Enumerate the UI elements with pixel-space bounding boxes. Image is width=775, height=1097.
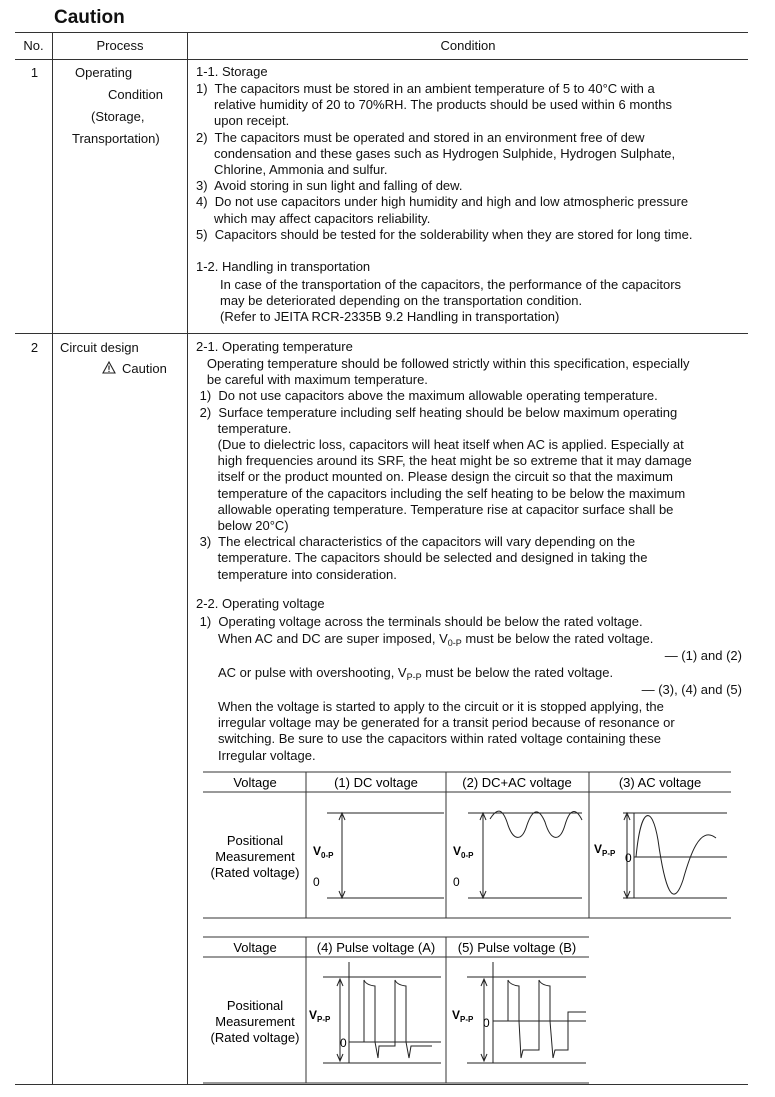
header-condition: Condition — [440, 38, 496, 53]
row-1-number: 1 — [30, 65, 39, 80]
text-line: be careful with maximum temperature. — [196, 372, 428, 388]
diagram-2-row-label-2: Measurement — [215, 1014, 295, 1029]
text-line: (Refer to JEITA RCR-2335B 9.2 Handling in transportation) — [220, 309, 560, 325]
text-line: temperature. The capacitors should be selected and designed in taking the — [196, 550, 648, 566]
ac-zero-label: 0 — [625, 851, 632, 865]
diagram-2-header-pulse-b: (5) Pulse voltage (B) — [457, 940, 577, 955]
text-line: temperature into consideration. — [196, 566, 397, 582]
header-process: Process — [96, 38, 144, 53]
dc-zero-label: 0 — [313, 875, 320, 889]
section-2-2-ref-2: — (3), (4) and (5) — [641, 682, 742, 697]
text-line: condensation and these gases such as Hydrogen Sulphide, Hydrogen Sulphate, — [196, 145, 676, 161]
text-line: In case of the transportation of the capacitors, the performance of the capacitors — [220, 277, 682, 292]
text-line: upon receipt. — [196, 113, 290, 129]
text-line: 2) The capacitors must be operated and stored in an environment free of dew — [196, 129, 645, 145]
diagram-1-row-label-2: Measurement — [215, 849, 295, 864]
diagram-1-header-dcac: (2) DC+AC voltage — [462, 775, 572, 790]
dc-v0p-label: $V_{0-P}$ — [313, 844, 334, 860]
dcac-zero-label: 0 — [453, 875, 460, 889]
text-line: 4) Do not use capacitors under high humidity and high and low atmospheric pressure — [196, 194, 689, 210]
dcac-voltage-plot — [468, 811, 582, 898]
pulse-a-zero-label: 0 — [340, 1036, 347, 1050]
diagram-1-row-label-1: Positional — [226, 833, 284, 848]
section-2-2-ref-1: — (1) and (2) — [664, 648, 742, 663]
text-line: below 20°C) — [196, 518, 289, 534]
text-line: 3) The electrical characteristics of the capacitors will vary depending on the — [196, 534, 636, 550]
diagram-1-header-dc: (1) DC voltage — [334, 775, 418, 790]
caution-note: Caution — [102, 361, 167, 377]
section-2-2-title: 2-2. Operating voltage — [196, 596, 325, 611]
pulse-b-vpp-label: $V_{P-P}$ — [452, 1008, 474, 1024]
pulse-b-plot — [467, 962, 586, 1063]
ac-voltage-plot — [623, 813, 727, 898]
text-line: 1) Do not use capacitors above the maximum allowable operating temperature. — [196, 388, 658, 404]
diagram-2-header-voltage: Voltage — [233, 940, 277, 955]
text-line: 5) Capacitors should be tested for the solderability when they are stored for long time. — [196, 226, 693, 242]
pulse-b-zero-label: 0 — [483, 1016, 490, 1030]
diagram-1-row-label-3: (Rated voltage) — [210, 865, 300, 880]
text-line: 2) Surface temperature including self heating should be below maximum operating — [196, 404, 678, 420]
dc-voltage-plot — [327, 813, 444, 898]
text-line: 3) Avoid storing in sun light and falling of dew. — [196, 178, 463, 194]
section-1-2-title: 1-2. Handling in transportation — [196, 259, 371, 274]
text-line: switching. Be sure to use the capacitors within rated voltage containing these — [218, 731, 661, 747]
text-line: allowable operating temperature. Temperature rise at capacitor surface shall be — [196, 501, 674, 517]
section-2-2-line-3: AC or pulse with overshooting, $V_{P-P}$ must be below the rated voltage. — [218, 665, 614, 682]
section-2-1-title: 2-1. Operating temperature — [196, 339, 353, 354]
diagram-2-row-label-1: Positional — [226, 998, 284, 1013]
text-line: 1) The capacitors must be stored in an ambient temperature of 5 to 40°C with a — [196, 81, 655, 96]
text-line: temperature. — [196, 420, 292, 436]
text-line: itself or the product mounted on. Please design the circuit so that the maximum — [196, 469, 673, 485]
diagram-2-row-label-3: (Rated voltage) — [210, 1030, 300, 1045]
text-line: high frequencies around its SRF, the heat might be so extreme that it may damage — [196, 453, 692, 469]
pulse-a-vpp-label: $V_{P-P}$ — [309, 1008, 331, 1024]
text-line: (Due to dielectric loss, capacitors will heat itself when AC is applied. Especially at — [196, 437, 684, 453]
section-1-1-title: 1-1. Storage — [196, 64, 268, 79]
diagram-1-header-voltage: Voltage — [233, 775, 277, 790]
text-line: may be deteriorated depending on the transportation condition. — [220, 293, 583, 309]
row-2-number: 2 — [30, 340, 39, 355]
text-line: Chlorine, Ammonia and sulfur. — [196, 162, 388, 178]
row-2-process: Circuit design — [60, 340, 139, 355]
text-line: relative humidity of 20 to 70%RH. The products should be used within 6 months — [196, 97, 672, 113]
text-line: which may affect capacitors reliability. — [196, 210, 431, 226]
page-title: Caution — [54, 7, 125, 28]
section-2-2-line-2: When AC and DC are super imposed, $V_{0-P}$ must be below the rated voltage. — [218, 631, 654, 648]
diagram-2-header-pulse-a: (4) Pulse voltage (A) — [316, 940, 436, 955]
text-line: When the voltage is started to apply to the circuit or it is stopped applying, the — [218, 699, 664, 714]
section-2-2-line-1: 1) Operating voltage across the terminals should be below the rated voltage. — [196, 614, 643, 629]
diagram-1-header-ac: (3) AC voltage — [618, 775, 702, 790]
text-line: Irregular voltage. — [218, 747, 316, 763]
text-line: irregular voltage may be generated for a transit period because of resonance or — [218, 715, 675, 731]
text-line: temperature of the capacitors including the self heating to be below the maximum — [196, 485, 686, 501]
dcac-v0p-label: $V_{0-P}$ — [453, 844, 474, 860]
ac-vpp-label: $V_{P-P}$ — [594, 842, 616, 858]
header-no: No. — [23, 38, 44, 53]
text-line: Operating temperature should be followed strictly within this specification, especially — [196, 356, 690, 371]
